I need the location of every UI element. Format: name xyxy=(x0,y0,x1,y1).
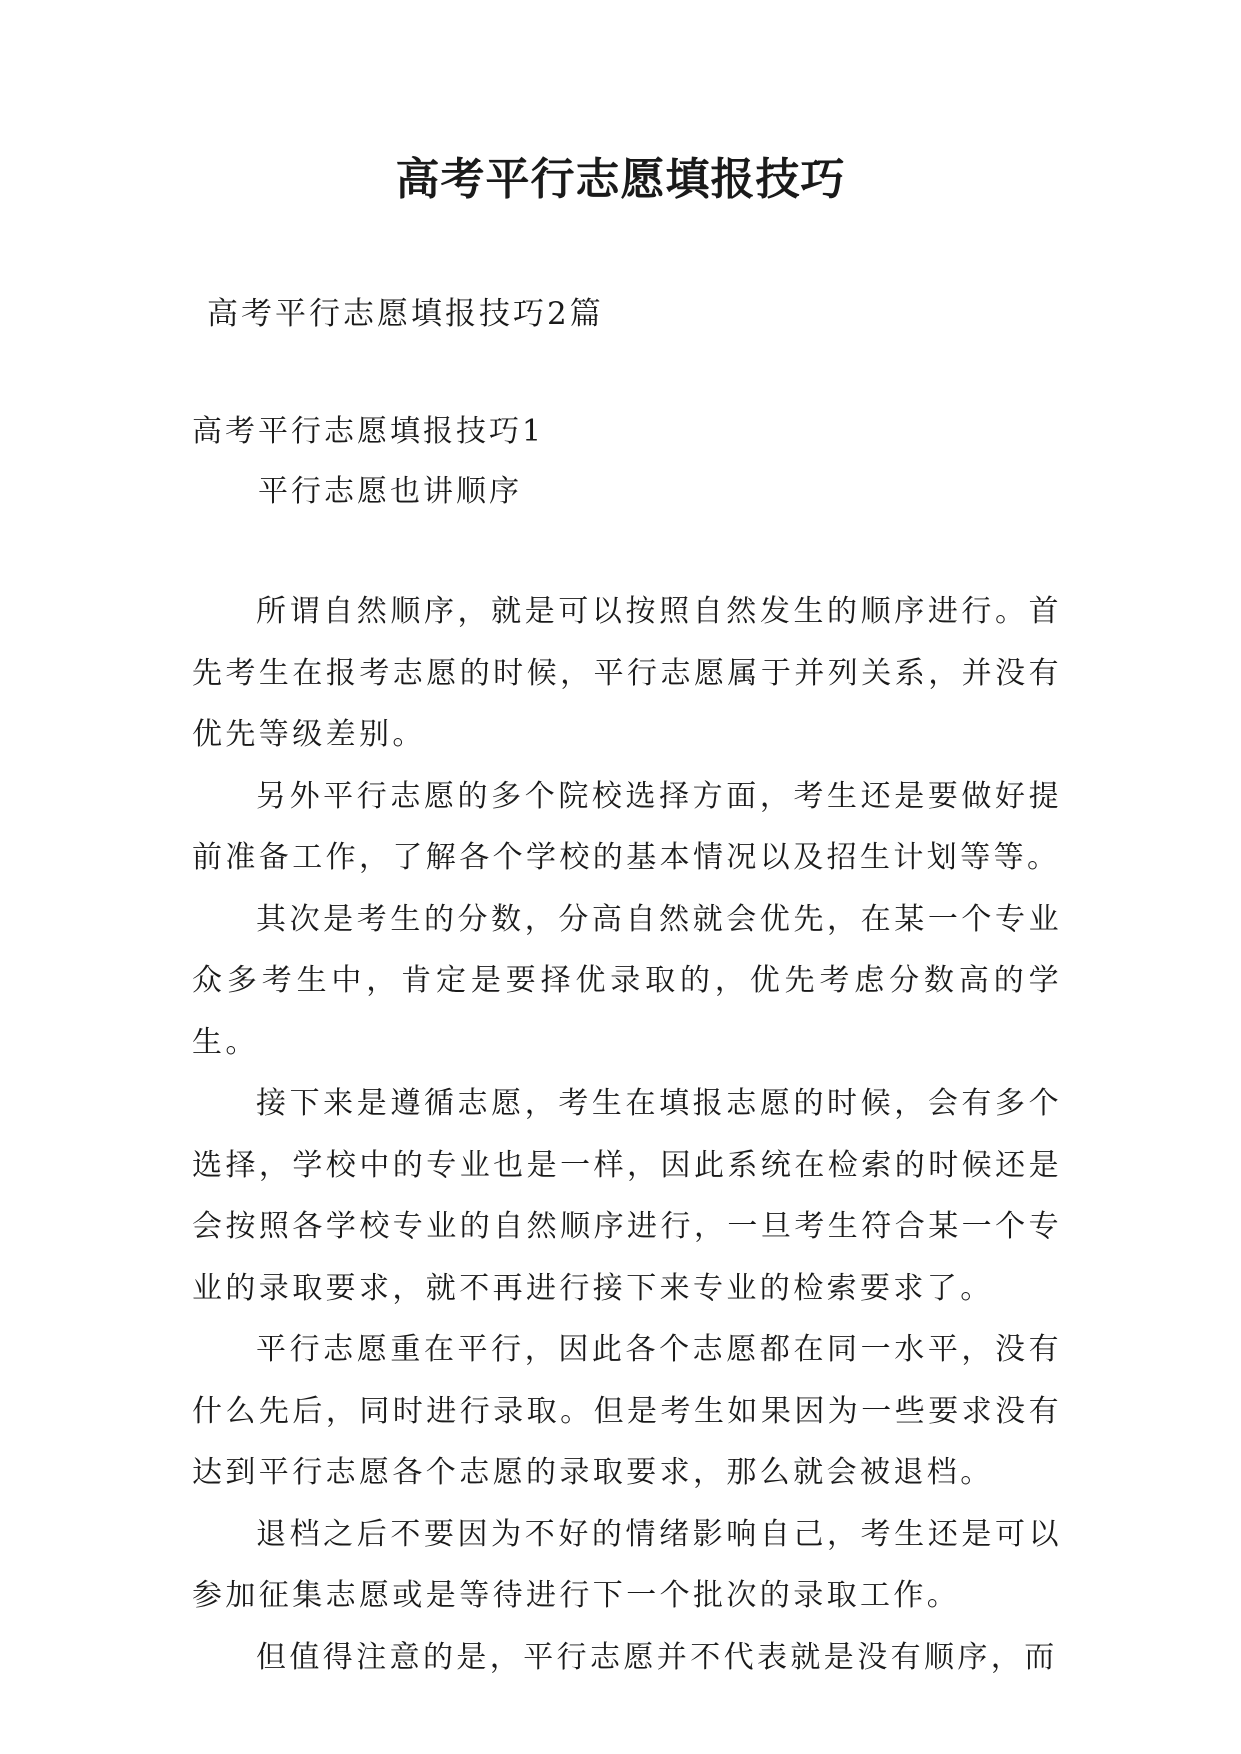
body-text xyxy=(192,581,1062,1688)
paragraph: 所谓自然顺序，就是可以按照自然发生的顺序进行。首先考生在报考志愿的时候，平行志愿属于并列关系，并没有优先等级差别。 xyxy=(192,594,1062,752)
paragraph: 其次是考生的分数，分高自然就会优先，在某一个专业众多考生中，肯定是要择优录取的，优先考虑分数高的学生。 xyxy=(192,901,1062,1060)
paragraph: 另外平行志愿的多个院校选择方面，考生还是要做好提前准备工作，了解各个学校的基本情况以及招生计划等等。 xyxy=(192,778,1062,875)
section-heading: 高考平行志愿填报技巧1 xyxy=(192,414,545,449)
document-subtitle: 高考平行志愿填报技巧2篇 xyxy=(207,296,604,332)
paragraph: 平行志愿重在平行，因此各个志愿都在同一水平，没有什么先后，同时进行录取。但是考生如果因为一些要求没有达到平行志愿各个志愿的录取要求，那么就会被退档。 xyxy=(192,1332,1062,1490)
paragraph: 退档之后不要因为不好的情绪影响自己，考生还是可以参加征集志愿或是等待进行下一个批次的录取工作。 xyxy=(192,1516,1062,1613)
paragraph: 接下来是遵循志愿，考生在填报志愿的时候，会有多个选择，学校中的专业也是一样，因此系统在检索的时候还是会按照各学校专业的自然顺序进行，一旦考生符合某一个专业的录取要求，就不再进行接下来专业的检索要求了。 xyxy=(192,1086,1062,1306)
document-title: 高考平行志愿填报技巧 xyxy=(395,154,846,205)
paragraph: 但值得注意的是，平行志愿并不代表就是没有顺序，而 xyxy=(256,1639,1058,1675)
section-subheading: 平行志愿也讲顺序 xyxy=(258,474,522,509)
